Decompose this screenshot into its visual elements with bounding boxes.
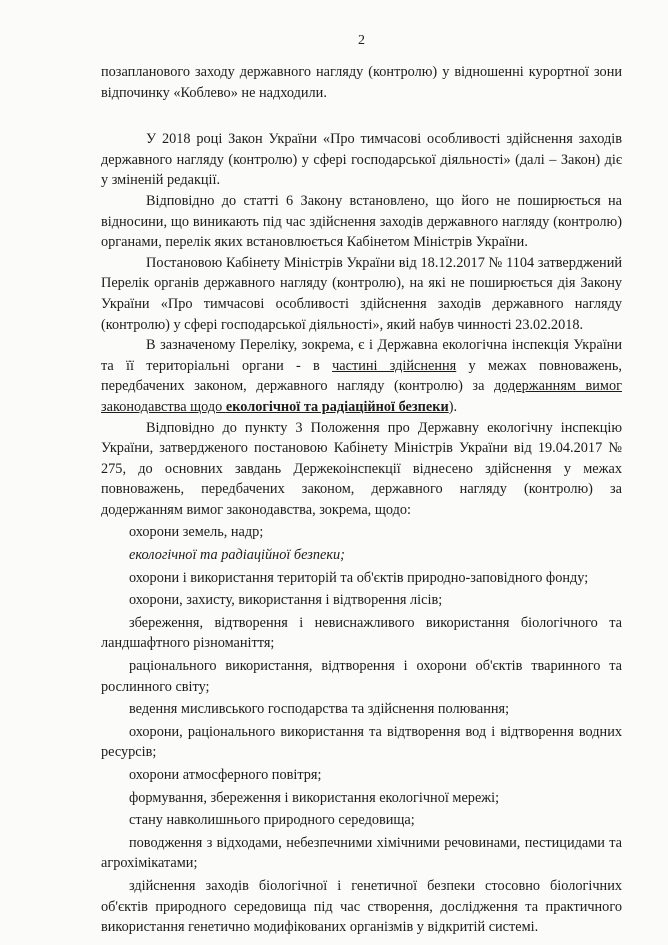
list-item: формування, збереження і використання екологічної мережі; — [129, 789, 500, 806]
p5-text-f: ). — [448, 398, 458, 415]
paragraph-law-2018: У 2018 році Закон України «Про тимчасові особливості здійснення заходів державного нагляду (контролю) у сфері господарської діяльності» (далі – Закон) діє у зміненій редакції. — [101, 131, 622, 189]
paragraph-inspection-list — [101, 335, 622, 417]
list-item: охорони, захисту, використання і відтворення лісів; — [129, 592, 443, 609]
list-item: раціонального використання, відтворення і охорони об'єктів тваринного та рослинного світу; — [101, 658, 622, 695]
intro-paragraph: позапланового заходу державного нагляду (контролю) у відношенні курортної зони відпочинку «Коблево» не надходили. — [101, 64, 622, 101]
list-item: збереження, відтворення і невиснажливого використання біологічного та ландшафтного різноманіття; — [101, 614, 622, 652]
p5-underlined-compliance: додержанням вимог законодавства щодо — [101, 378, 622, 415]
list-item: охорони атмосферного повітря; — [129, 767, 322, 783]
p5-bold-safety: екологічної та радіаційної безпеки — [225, 398, 449, 415]
paragraph-resolution-1104: Постановою Кабінету Міністрів України від 18.12.2017 № 1104 затверджений Перелік органів державного нагляду (контролю), на які не поширюється дія Закону України «Про тимчасові особливості здійснення заходів державного нагляду (контролю) у сфері господарської діяльності», який набув чинності 23.02.2018. — [101, 254, 622, 333]
list-item: ведення мисливського господарства та здійснення полювання; — [129, 701, 510, 718]
list-item: охорони земель, надр; — [129, 524, 264, 541]
p5-underlined-scope: частині здійснення — [332, 357, 457, 374]
list-item: поводження з відходами, небезпечними хімічними речовинами, пестицидами та агрохімікатами; — [101, 834, 622, 872]
list-item-italic: екологічної та радіаційної безпеки; — [129, 547, 345, 564]
paragraph-article-6: Відповідно до статті 6 Закону встановлено, що його не поширюється на відносини, що виникають під час здійснення заходів державного нагляду (контролю) органами, перелік яких встановлюється Кабінетом Міністрів України. — [101, 192, 622, 251]
p5-text-a: В зазначеному Переліку, зокрема, є і Державна екологічна інспекція України та її територіальні органи - в — [101, 337, 622, 374]
list-item: стану навколишнього природного середовища; — [129, 812, 415, 829]
paragraph-regulation-275: Відповідно до пункту 3 Положення про Державну екологічну інспекцію України, затвердженого постановою Кабінету Міністрів України від 19.04.2017 № 275, до основних завдань Держекоінспекції віднесено здійснення у межах повноважень, передбачених законом, державного нагляду (контролю) за додержанням вимог законодавства, зокрема, щодо: — [101, 419, 622, 518]
page-number: 2 — [358, 33, 365, 48]
p5-text-c: у межах повноважень, передбачених законом, державного нагляду (контролю) за — [101, 357, 622, 395]
list-item: здійснення заходів біологічної і генетичної безпеки стосовно біологічних об'єктів природного середовища під час створення, дослідження та практичного використання генетично модифікованих організмів у відкритій системі. — [101, 877, 622, 936]
list-item: охорони і використання територій та об'єктів природно-заповідного фонду; — [129, 569, 589, 586]
list-item: охорони, раціонального використання та відтворення вод і відтворення водних ресурсів; — [101, 723, 622, 761]
